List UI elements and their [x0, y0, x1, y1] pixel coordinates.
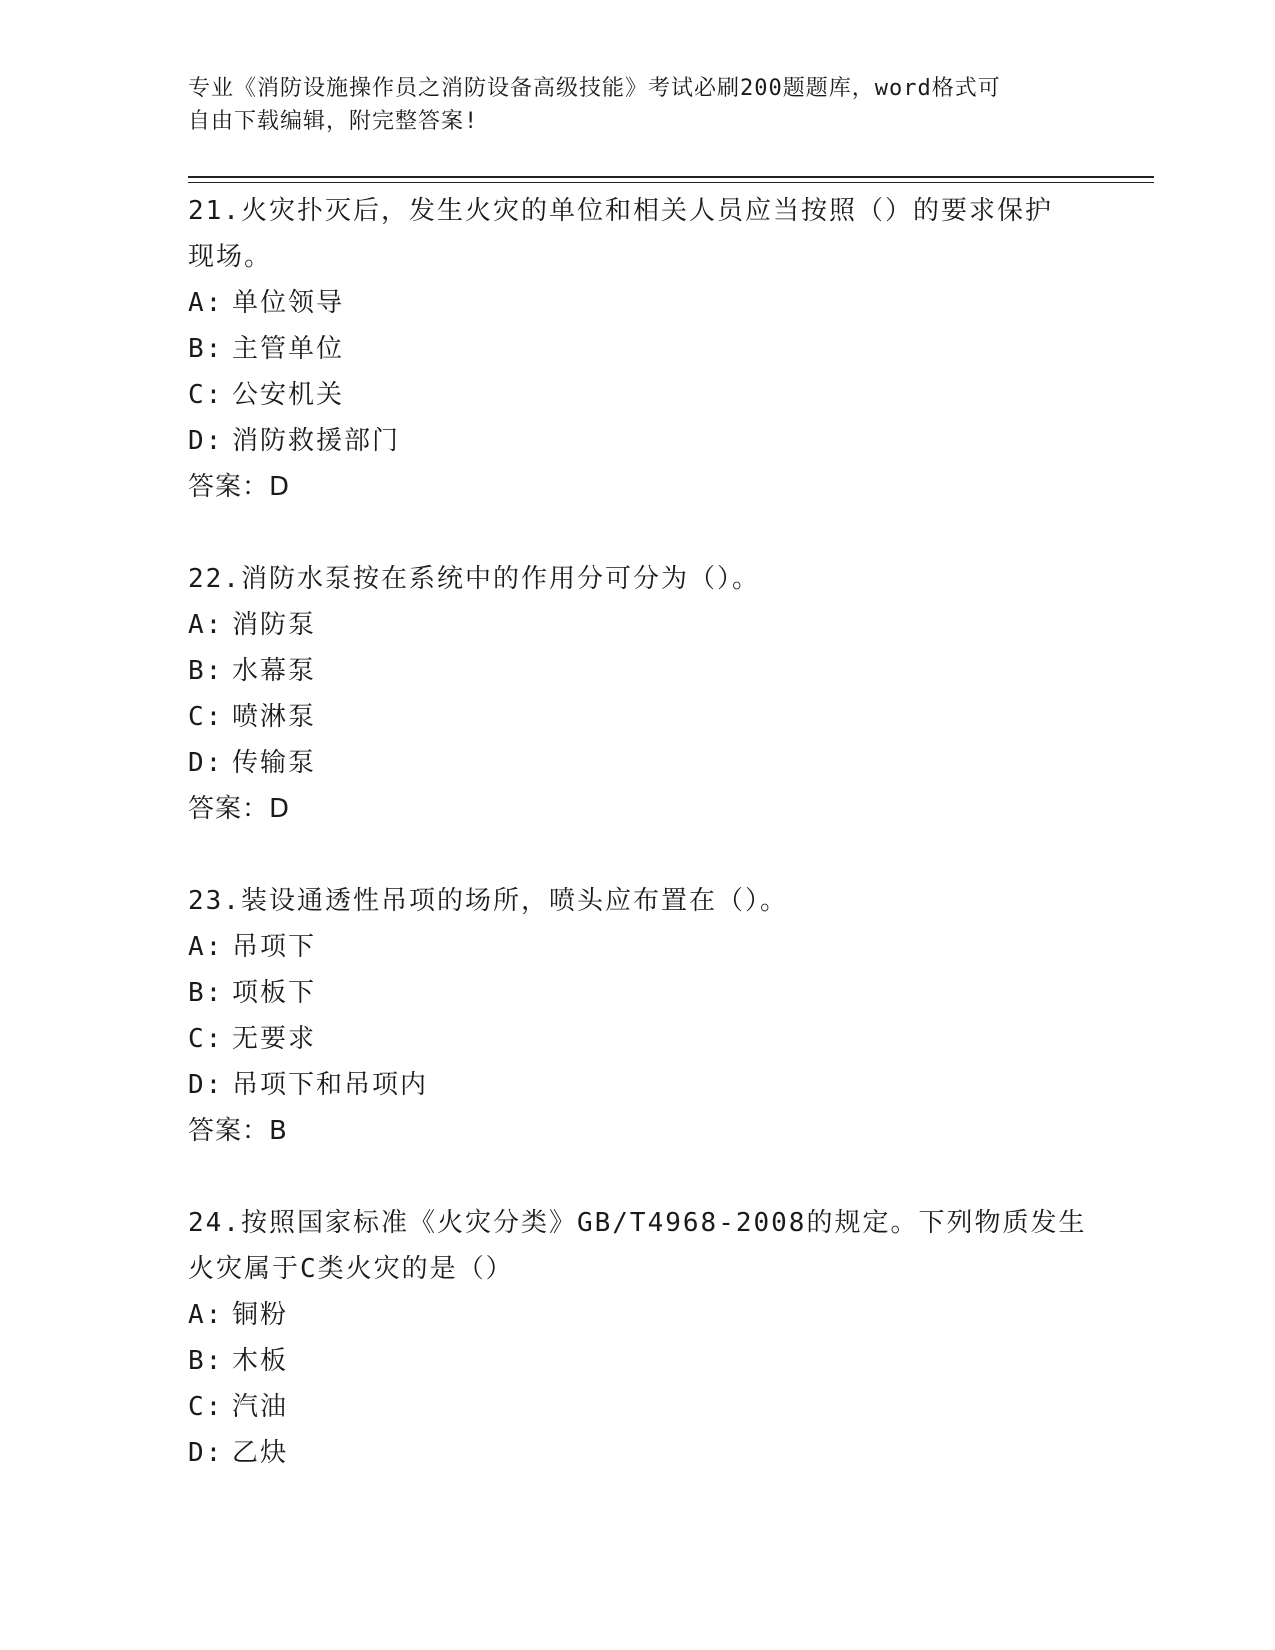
question-number: 21. — [188, 196, 241, 226]
answer: 答案：D — [188, 794, 291, 824]
option-letter: A: — [188, 610, 224, 640]
question-23 — [188, 878, 1088, 1154]
header-title-line1: 专业《消防设施操作员之消防设备高级技能》考试必刷200题题库，word格式可 — [188, 76, 1001, 101]
option-letter: B: — [188, 1346, 224, 1376]
option-b — [188, 648, 1088, 694]
header-divider-thin — [188, 182, 1154, 183]
option-letter: A: — [188, 288, 224, 318]
option-text: 乙炔 — [232, 1438, 289, 1468]
option-letter: C: — [188, 1024, 224, 1054]
option-letter: C: — [188, 380, 224, 410]
option-letter: A: — [188, 1300, 224, 1330]
option-text: 铜粉 — [232, 1300, 289, 1330]
option-text: 消防救援部门 — [232, 426, 401, 456]
option-letter: D: — [188, 748, 224, 778]
option-text: 主管单位 — [232, 334, 345, 364]
option-text: 传输泵 — [232, 748, 317, 778]
question-text — [188, 1200, 1088, 1246]
question-text-line2: 火灾属于C类火灾的是（） — [188, 1254, 514, 1284]
option-letter: D: — [188, 1070, 224, 1100]
option-letter: B: — [188, 978, 224, 1008]
option-text: 项板下 — [232, 978, 317, 1008]
option-text: 公安机关 — [232, 380, 345, 410]
question-22 — [188, 556, 1088, 832]
answer: 答案：D — [188, 472, 291, 502]
question-text-line1: 装设通透性吊项的场所，喷头应布置在（）。 — [240, 886, 788, 916]
question-text — [188, 188, 1088, 234]
option-d — [188, 1430, 1088, 1476]
question-number: 24. — [188, 1208, 241, 1238]
option-a — [188, 602, 1088, 648]
option-letter: B: — [188, 656, 224, 686]
question-list — [188, 188, 1088, 1522]
option-text: 无要求 — [232, 1024, 317, 1054]
question-text-line1: 火灾扑灭后，发生火灾的单位和相关人员应当按照（）的要求保护 — [240, 196, 1053, 226]
option-a — [188, 280, 1088, 326]
option-b — [188, 326, 1088, 372]
question-24 — [188, 1200, 1088, 1476]
option-b — [188, 1338, 1088, 1384]
option-text: 木板 — [232, 1346, 289, 1376]
option-d — [188, 740, 1088, 786]
option-text: 汽油 — [232, 1392, 289, 1422]
option-text: 吊项下和吊项内 — [232, 1070, 429, 1100]
answer: 答案：B — [188, 1116, 288, 1146]
header-title-line2: 自由下载编辑，附完整答案! — [188, 109, 479, 134]
option-letter: D: — [188, 1438, 224, 1468]
option-letter: C: — [188, 1392, 224, 1422]
option-a — [188, 924, 1088, 970]
option-letter: A: — [188, 932, 224, 962]
option-letter: C: — [188, 702, 224, 732]
header-divider-thick — [188, 176, 1154, 178]
option-c — [188, 1016, 1088, 1062]
option-c — [188, 694, 1088, 740]
option-d — [188, 1062, 1088, 1108]
option-text: 水幕泵 — [232, 656, 317, 686]
question-text — [188, 878, 1088, 924]
option-d — [188, 418, 1088, 464]
question-number: 23. — [188, 886, 241, 916]
option-text: 单位领导 — [232, 288, 345, 318]
option-c — [188, 372, 1088, 418]
question-number: 22. — [188, 564, 241, 594]
question-21 — [188, 188, 1088, 510]
option-text: 喷淋泵 — [232, 702, 317, 732]
document-header — [188, 72, 1088, 138]
option-a — [188, 1292, 1088, 1338]
question-text-line1: 按照国家标准《火灾分类》GB/T4968-2008的规定。下列物质发生 — [240, 1208, 1087, 1238]
option-b — [188, 970, 1088, 1016]
option-c — [188, 1384, 1088, 1430]
question-text-line1: 消防水泵按在系统中的作用分可分为（）。 — [240, 564, 760, 594]
question-text-line2: 现场。 — [188, 242, 273, 272]
option-letter: D: — [188, 426, 224, 456]
option-letter: B: — [188, 334, 224, 364]
question-text — [188, 556, 1088, 602]
option-text: 消防泵 — [232, 610, 317, 640]
option-text: 吊项下 — [232, 932, 317, 962]
